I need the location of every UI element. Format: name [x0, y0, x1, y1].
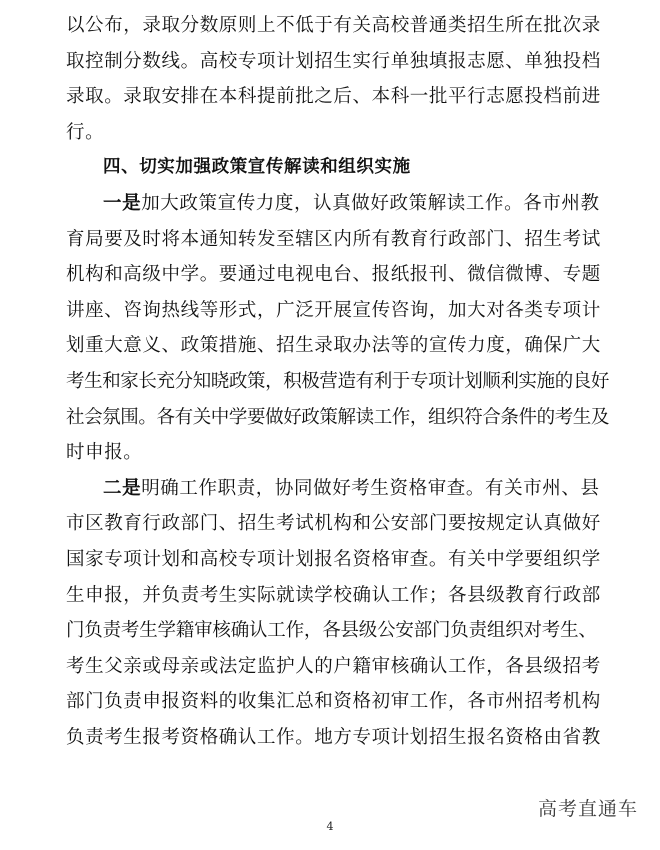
- text-line: 部门负责申报资料的收集汇总和资格初审工作，各市州招考机构: [66, 691, 601, 713]
- paragraph-first-line-text: 加大政策宣传力度，认真做好政策解读工作。各市州教: [141, 192, 600, 214]
- paragraph-first-line: [66, 186, 600, 222]
- text-line: 录取。录取安排在本科提前批之后、本科一批平行志愿投档前进: [66, 86, 601, 108]
- text-line: 生申报，并负责考生实际就读学校确认工作；各县级教育行政部: [66, 584, 601, 606]
- text-line: 讲座、咨询热线等形式，广泛开展宣传咨询，加大对各类专项计: [66, 299, 601, 321]
- watermark: 高考直通车: [537, 798, 638, 820]
- text-line: 取控制分数线。高校专项计划招生实行单独填报志愿、单独投档: [66, 50, 601, 72]
- paragraph-lead: 一是: [103, 192, 142, 214]
- page-number: 4: [326, 820, 334, 833]
- text-line: 机构和高级中学。要通过电视电台、报纸报刊、微信微博、专题: [66, 264, 601, 286]
- paragraph-first-line-text: 明确工作职责，协同做好考生资格审查。有关市州、县: [141, 477, 600, 499]
- text-line: 社会氛围。各有关中学要做好政策解读工作，组织符合条件的考生及: [66, 406, 610, 428]
- text-line: 市区教育行政部门、招生考试机构和公安部门要按规定认真做好: [66, 513, 601, 535]
- text-line: 考生和家长充分知晓政策，积极营造有利于专项计划顺利实施的良好: [66, 370, 610, 392]
- text-line: 育局要及时将本通知转发至辖区内所有教育行政部门、招生考试: [66, 228, 601, 250]
- text-line: 时申报。: [66, 442, 143, 464]
- text-line: 以公布，录取分数原则上不低于有关高校普通类招生所在批次录: [66, 15, 601, 36]
- text-line: 国家专项计划和高校专项计划报名资格审查。有关中学要组织学: [66, 548, 601, 570]
- section-heading: 四、切实加强政策宣传解读和组织实施: [103, 157, 411, 178]
- paragraph-lead: 二是: [103, 477, 142, 499]
- text-line: 划重大意义、政策措施、招生录取办法等的宣传力度，确保广大: [66, 335, 601, 357]
- paragraph-first-line: [66, 471, 600, 507]
- text-line: 负责考生报考资格确认工作。地方专项计划招生报名资格由省教: [66, 726, 601, 748]
- document-body: [66, 8, 610, 755]
- text-line: 考生父亲或母亲或法定监护人的户籍审核确认工作，各县级招考: [66, 655, 601, 677]
- text-line: 行。: [66, 121, 105, 143]
- text-line: 门负责考生学籍审核确认工作，各县级公安部门负责组织对考生、: [66, 620, 597, 642]
